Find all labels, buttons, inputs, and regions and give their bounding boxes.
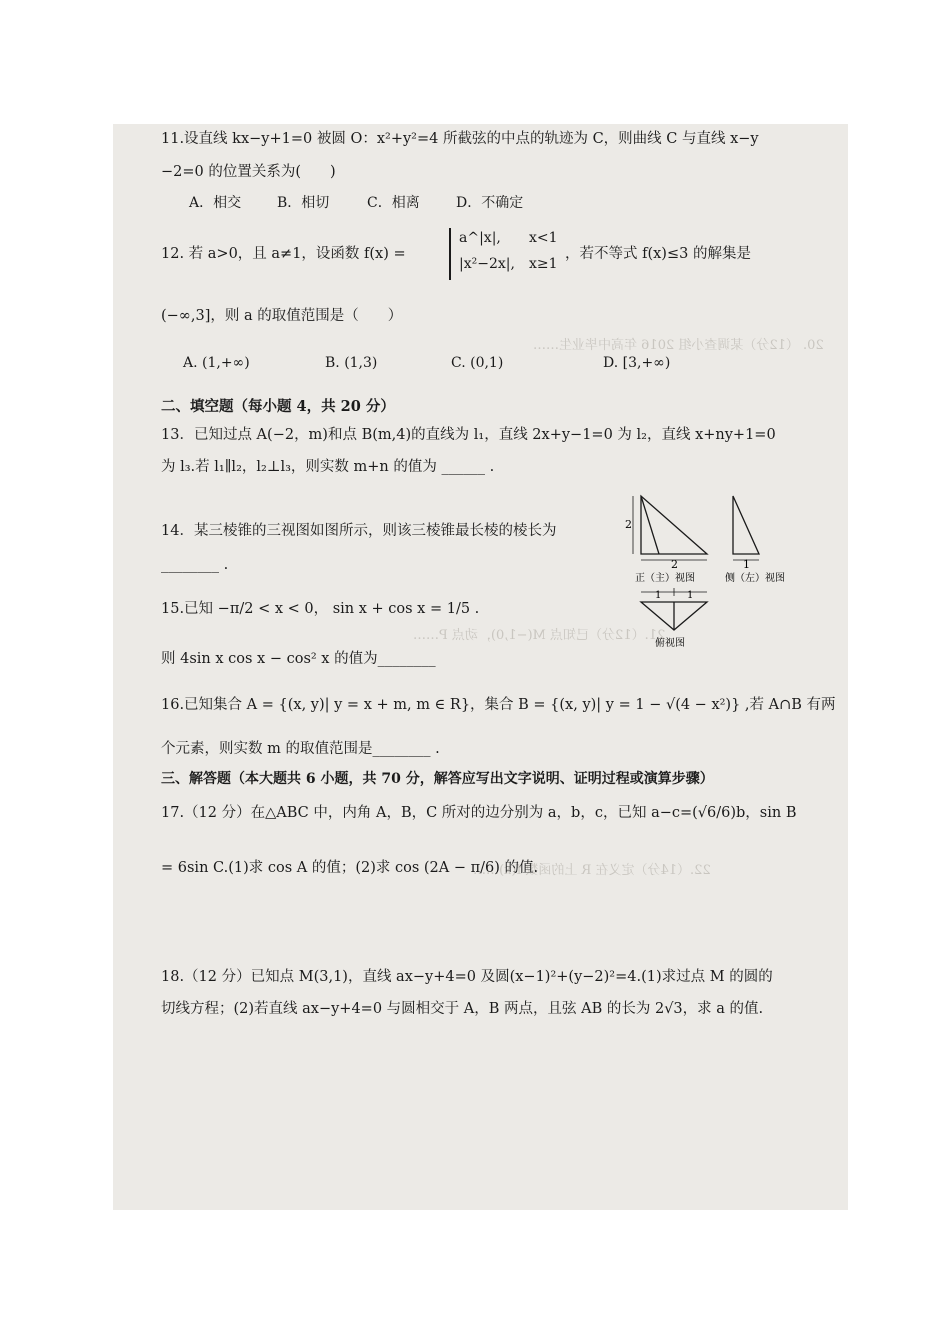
q14-line-1: 14．某三棱锥的三视图如图所示，则该三棱锥最长棱的棱长为 — [161, 523, 557, 539]
front-view-triangle — [641, 496, 707, 554]
q17-line-1: 17.（12 分）在△ABC 中，内角 A，B，C 所对的边分别为 a，b，c，已知 a−c=(√6/6)b，sin B — [161, 805, 797, 821]
q11-option-a: A．相交 — [189, 195, 242, 211]
q12-prefix: 12. 若 a>0，且 a≠1，设函数 f(x) = — [161, 246, 406, 262]
bleed-through-2: 21.（12分）已知点 M(−1,0)，动点 P…… — [413, 628, 666, 643]
top-view-label: 俯视图 — [655, 638, 685, 649]
side-view-label: 侧（左）视图 — [725, 573, 785, 584]
q13-line-1: 13．已知过点 A(−2，m)和点 B(m,4)的直线为 l₁，直线 2x+y−1=0 为 l₂，直线 x+ny+1=0 — [161, 427, 776, 443]
front-base-label: 2 — [671, 558, 678, 571]
q12-case2-cond: x≥1 — [529, 256, 558, 272]
q14-line-2: ________ . — [161, 557, 229, 573]
q12-line-2: (−∞,3]，则 a 的取值范围是（ ） — [161, 308, 403, 324]
q18-line-2: 切线方程；(2)若直线 ax−y+4=0 与圆相交于 A，B 两点，且弦 AB 的长为 2√3，求 a 的值. — [161, 1001, 764, 1017]
q12-suffix: ，若不等式 f(x)≤3 的解集是 — [565, 246, 751, 262]
side-view-triangle — [733, 496, 759, 554]
section-2-heading: 二、填空题（每小题 4，共 20 分） — [161, 398, 395, 415]
q11-option-b: B．相切 — [277, 195, 330, 211]
three-view-drawing — [621, 484, 801, 654]
q12-case1-expr: a^|x|, — [459, 230, 501, 246]
q11-line-1: 11.设直线 kx−y+1=0 被圆 O：x²+y²=4 所截弦的中点的轨迹为 C，则曲线 C 与直线 x−y — [161, 131, 759, 147]
section-3-heading: 三、解答题（本大题共 6 小题，共 70 分，解答应写出文字说明、证明过程或演算步骤） — [161, 771, 714, 787]
front-view-label: 正（主）视图 — [635, 573, 695, 584]
q11-option-d: D．不确定 — [456, 195, 524, 211]
q17-line-2: = 6sin C.(1)求 cos A 的值；(2)求 cos (2A − π/6) 的值. — [161, 860, 539, 876]
front-height-label: 2 — [625, 518, 632, 531]
top-dim-b: 1 — [687, 590, 694, 601]
q12-option-a: A. (1,+∞) — [183, 355, 250, 371]
q15-line-2: 则 4sin x cos x − cos² x 的值为________ — [161, 651, 436, 667]
q13-line-2: 为 l₃.若 l₁∥l₂，l₂⊥l₃，则实数 m+n 的值为 ______ . — [161, 459, 495, 475]
bleed-through-1: 20. （12分）某调查小组 2016 年高中毕业生…… — [533, 338, 824, 353]
q16-line-2: 个元素，则实数 m 的取值范围是________ . — [161, 741, 440, 757]
q12-piecewise — [449, 228, 559, 280]
q12-option-d: D. [3,+∞) — [603, 355, 671, 371]
three-view-figure — [621, 484, 801, 654]
q15-line-1: 15.已知 −π/2 < x < 0， sin x + cos x = 1/5 . — [161, 601, 480, 617]
q12-option-b: B. (1,3) — [325, 355, 378, 371]
q12-option-c: C. (0,1) — [451, 355, 504, 371]
side-base-label: 1 — [743, 558, 750, 571]
top-dim-a: 1 — [655, 590, 662, 601]
q11-line-2: −2=0 的位置关系为( ) — [161, 164, 336, 180]
q18-line-1: 18.（12 分）已知点 M(3,1)，直线 ax−y+4=0 及圆(x−1)²+(y−2)²=4.(1)求过点 M 的圆的 — [161, 969, 773, 985]
q12-case1-cond: x<1 — [529, 230, 558, 246]
q16-line-1: 16.已知集合 A = {(x, y)| y = x + m, m ∈ R}，集合 B = {(x, y)| y = 1 − √(4 − x²)} ,若 A∩B 有两 — [161, 697, 836, 713]
q12-case2-expr: |x²−2x|, — [459, 256, 515, 272]
bleed-through-3: 22.（14分）定义在 R 上的函数 f(x)…… — [473, 863, 711, 878]
exam-page — [113, 124, 848, 1210]
q11-option-c: C．相离 — [367, 195, 420, 211]
